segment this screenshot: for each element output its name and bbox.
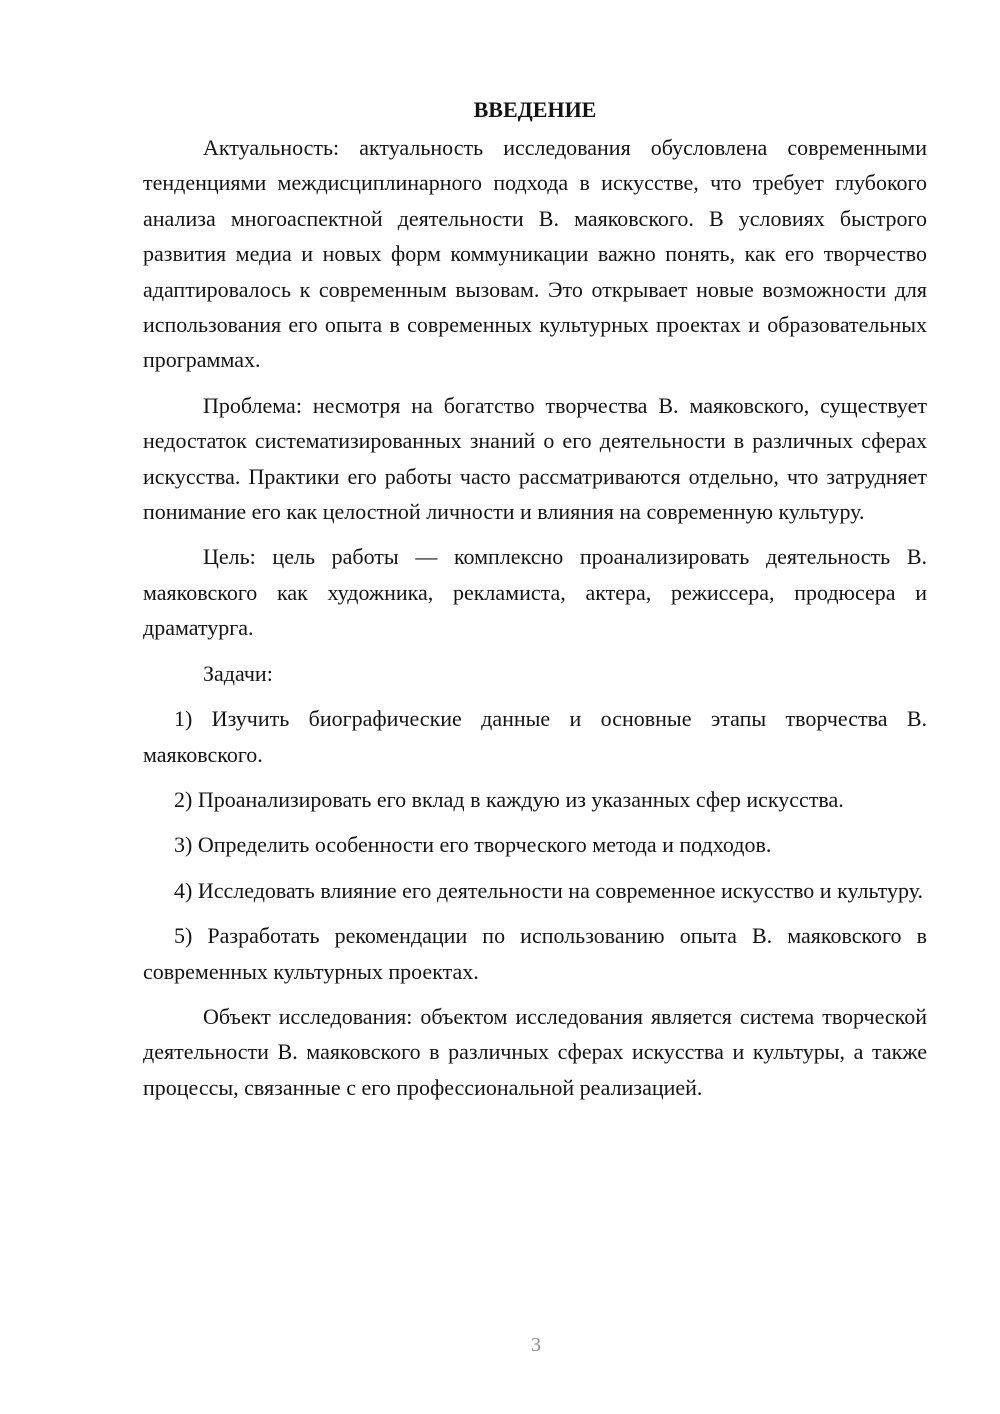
document-body [143,92,927,1115]
object-paragraph: Объект исследования: объектом исследования является система творческой деятельности В. маяковского в различных сферах искусства и культуры, а также процессы, связанные с его профессиональной реализацией. [143,1003,927,1100]
relevance-paragraph: Актуальность: актуальность исследования обусловлена современными тенденциями междисциплинарного подхода в искусстве, что требует глубокого анализа многоаспектной деятельности В. маяковского. В условиях быстрого развития медиа и новых форм коммуникации важно понять, как его творчество адаптировалось к современным вызовам. Это открывает новые возможности для использования его опыта в современных культурных проектах и образовательных программах. [143,135,927,373]
goal-paragraph: Цель: цель работы — комплексно проанализировать деятельность В. маяковского как художника, рекламиста, актера, режиссера, продюсера и драматурга. [143,544,927,641]
task-item-5: 5) Разработать рекомендации по использованию опыта В. маяковского в современных культурных проектах. [143,923,927,984]
task-item-3: 3) Определить особенности его творческого метода и подходов. [174,832,772,858]
task-item-4: 4) Исследовать влияние его деятельности на современное искусство и культуру. [174,877,923,903]
task-item-1: 1) Изучить биографические данные и основные этапы творчества В. маяковского. [143,706,927,767]
section-title: ВВЕДЕНИЕ [473,97,597,122]
tasks-heading: Задачи: [203,660,273,686]
page-number: 3 [531,1334,541,1356]
task-item-2: 2) Проанализировать его вклад в каждую из указанных сфер искусства. [174,786,844,812]
problem-paragraph: Проблема: несмотря на богатство творчества В. маяковского, существует недостаток систематизированных знаний о его деятельности в различных сферах искусства. Практики его работы часто рассматриваются отдельно, что затрудняет понимание его как целостной личности и влияния на современную культуру. [143,392,927,525]
